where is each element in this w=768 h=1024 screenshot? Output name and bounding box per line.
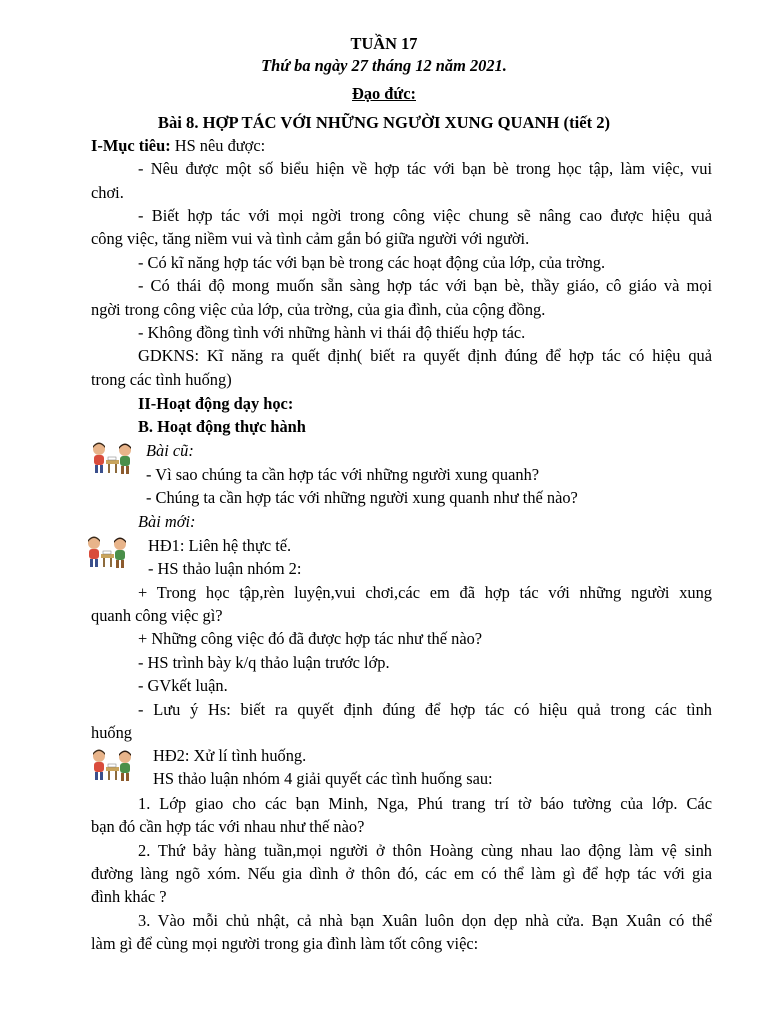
activity-1-line: - Lưu ý Hs: biết ra quyết định đúng để hợp tác có hiệu quả trong các tình <box>138 700 712 719</box>
objectives-intro: HS nêu được: <box>170 136 266 155</box>
children-group-icon <box>89 747 137 783</box>
situation-line: bạn đó cần hợp tác với nhau như thế nào? <box>91 817 365 836</box>
old-lesson-question: - Vì sao chúng ta cần hợp tác với những người xung quanh? <box>146 465 540 484</box>
situation-line: 3. Vào mỗi chủ nhật, cả nhà bạn Xuân luôn dọn dẹp nhà cửa. Bạn Xuân có thể <box>138 911 712 930</box>
objectives-heading: I-Mục tiêu: <box>91 136 171 155</box>
practice-subheading: B. Hoạt động thực hành <box>138 417 306 436</box>
situation-line: đường làng ngõ xóm. Nếu gia dình ở thôn đó, các em có thể làm gì để hợp tác với gia <box>91 864 712 883</box>
objective-line: - Nêu được một số biểu hiện về hợp tác với bạn bè trong học tập, làm việc, vui <box>138 159 712 178</box>
children-group-icon <box>89 440 137 476</box>
old-lesson-label: Bài cũ: <box>146 441 194 460</box>
activity-1-line: + Những công việc đó đã được hợp tác như thế nào? <box>138 629 483 648</box>
objective-line: - Biết hợp tác với mọi ngời trong công việc chung sẽ nâng cao được hiệu quả <box>138 206 712 225</box>
objective-line: - Có thái độ mong muốn sẵn sàng hợp tác với bạn bè, thầy giáo, cô giáo và mọi <box>138 276 712 295</box>
subject-heading: Đạo đức: <box>351 84 416 103</box>
new-lesson-label: Bài mới: <box>138 512 196 531</box>
objective-line: chơi. <box>91 183 124 202</box>
activity-1-line: - HS thảo luận nhóm 2: <box>148 559 302 578</box>
children-group-icon <box>84 534 132 570</box>
objective-line: trong các tình huống) <box>91 370 232 389</box>
objectives-line <box>91 136 265 156</box>
situation-line: đình khác ? <box>91 887 167 906</box>
activity-1-line: huống <box>91 723 132 742</box>
activity-1-line: + Trong học tập,rèn luyện,vui chơi,các em đã hợp tác với những người xung <box>138 583 712 602</box>
situation-line: 1. Lớp giao cho các bạn Minh, Nga, Phú trang trí tờ báo tường của lớp. Các <box>138 794 712 813</box>
old-lesson-question: - Chúng ta cần hợp tác với những người xung quanh như thế nào? <box>146 488 578 507</box>
activity-1-heading: HĐ1: Liên hệ thực tế. <box>148 536 292 555</box>
activities-heading: II-Hoạt động dạy học: <box>138 394 294 413</box>
situation-line: làm gì để cùng mọi người trong gia đình làm tốt công việc: <box>91 934 479 953</box>
objective-line: công việc, tăng niềm vui và tình cảm gắn bó giữa người với người. <box>91 229 530 248</box>
objective-line: - Không đồng tình với những hành vi thái độ thiếu hợp tác. <box>138 323 526 342</box>
situation-line: 2. Thứ bảy hàng tuần,mọi người ở thôn Hoàng cùng nhau lao động làm vệ sinh <box>138 841 712 860</box>
week-heading: TUẦN 17 <box>350 34 418 53</box>
date-line: Thứ ba ngày 27 tháng 12 năm 2021. <box>261 56 507 75</box>
objective-line: ngời trong công việc của lớp, của trờng, của gia đình, của cộng đồng. <box>91 300 546 319</box>
activity-1-line: - GVkết luận. <box>138 676 228 695</box>
lesson-title: Bài 8. HỢP TÁC VỚI NHỮNG NGƯỜI XUNG QUANH (tiết 2) <box>157 113 611 132</box>
objective-line: GDKNS: Kĩ năng ra quết định( biết ra quyết định đúng để hợp tác có hiệu quả <box>138 346 712 365</box>
activity-2-heading: HĐ2: Xử lí tình huống. <box>153 746 307 765</box>
objective-line: - Có kĩ năng hợp tác với bạn bè trong các hoạt động của lớp, của trờng. <box>138 253 606 272</box>
activity-2-intro: HS thảo luận nhóm 4 giải quyết các tình huống sau: <box>153 769 493 788</box>
activity-1-line: - HS trình bày k/q thảo luận trước lớp. <box>138 653 390 672</box>
activity-1-line: quanh công việc gì? <box>91 606 223 625</box>
